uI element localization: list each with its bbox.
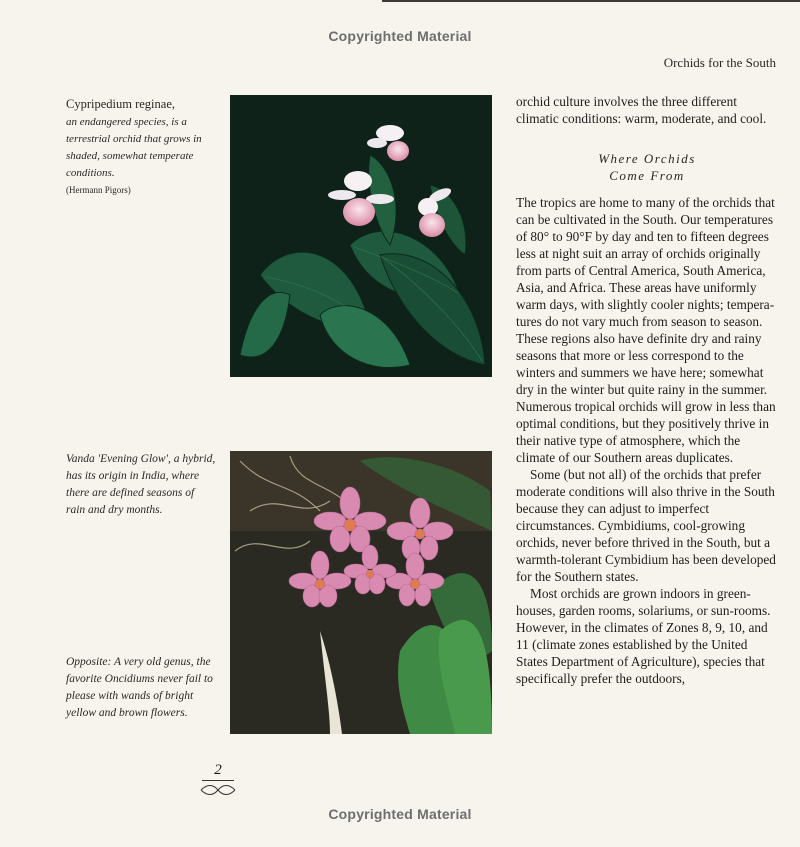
section-heading-line-2: Come From [609, 168, 685, 183]
photo-vanda [230, 451, 492, 734]
caption-species-name: Cypripedium reginae, [66, 97, 175, 111]
section-heading-line-1: Where Orchids [598, 151, 696, 166]
folio-rule [202, 780, 234, 781]
paragraph: orchid culture involves the three different climatic conditions: warm, moderate, and cool. [516, 94, 767, 126]
page-number: 2 [214, 762, 222, 778]
photo-cypripedium [230, 95, 492, 377]
caption-text: Opposite: A very old genus, the favorite Oncidiums never fail to please with wands of bright yellow and brown flowers. [66, 656, 213, 719]
paragraph: Some (but not all) of the orchids that prefer moderate conditions will also thrive in the South because they can adjust to imperfect circumstances. Cymbidiums, cool-growing orchids, never before thrived in the South, but a warmth-tolerant Cymbidium has been developed for the Southern states. [516, 467, 776, 584]
photo-caption-opposite [66, 654, 216, 722]
flourish-ornament-icon [199, 783, 237, 797]
photo-credit: (Hermann Pigors) [66, 185, 131, 195]
section-heading [516, 150, 778, 184]
body-column [516, 194, 778, 687]
paragraph: The tropics are home to many of the orchids that can be cultivated in the South. Our temperatures of 80° to 90°F by day and ten to fifteen degrees less at night suit an array of orchids originally from parts of Central America, South America, Asia, and Africa. These areas have uniformly warm days, with slightly cooler nights; tempera-tures do not vary much from season to season. These regions also have definite dry and rainy seasons that more or less correspond to the winters and summers we have here; somewhat dry in the winter but quite rainy in the summer. Numerous tropical orchids will grow in less than optimal conditions, but they positively thrive in their native type of atmosphere, which the climate of our Southern areas duplicates. [516, 195, 776, 465]
copyright-notice-bottom: Copyrighted Material [328, 806, 472, 822]
top-edge-rule [382, 0, 800, 2]
page-number-ornament [199, 762, 237, 802]
photo-caption-2 [66, 451, 216, 519]
running-head: Orchids for the South [663, 55, 776, 70]
intro-paragraph [516, 93, 778, 127]
copyright-notice-top: Copyrighted Material [328, 28, 472, 44]
caption-text: an endangered species, is a terrestrial orchid that grows in shaded, somewhat temperate conditions. [66, 116, 202, 179]
paragraph: Most orchids are grown indoors in green-houses, garden rooms, solariums, or sun-rooms. However, in the climates of Zones 8, 9, 10, and 11 (climate zones established by the United States Department of Agriculture), species that specifically prefer the outdoors, [516, 586, 771, 686]
photo-caption-1 [66, 96, 216, 199]
caption-text: Vanda 'Evening Glow', a hybrid, has its origin in India, where there are defined seasons of rain and dry months. [66, 453, 216, 516]
